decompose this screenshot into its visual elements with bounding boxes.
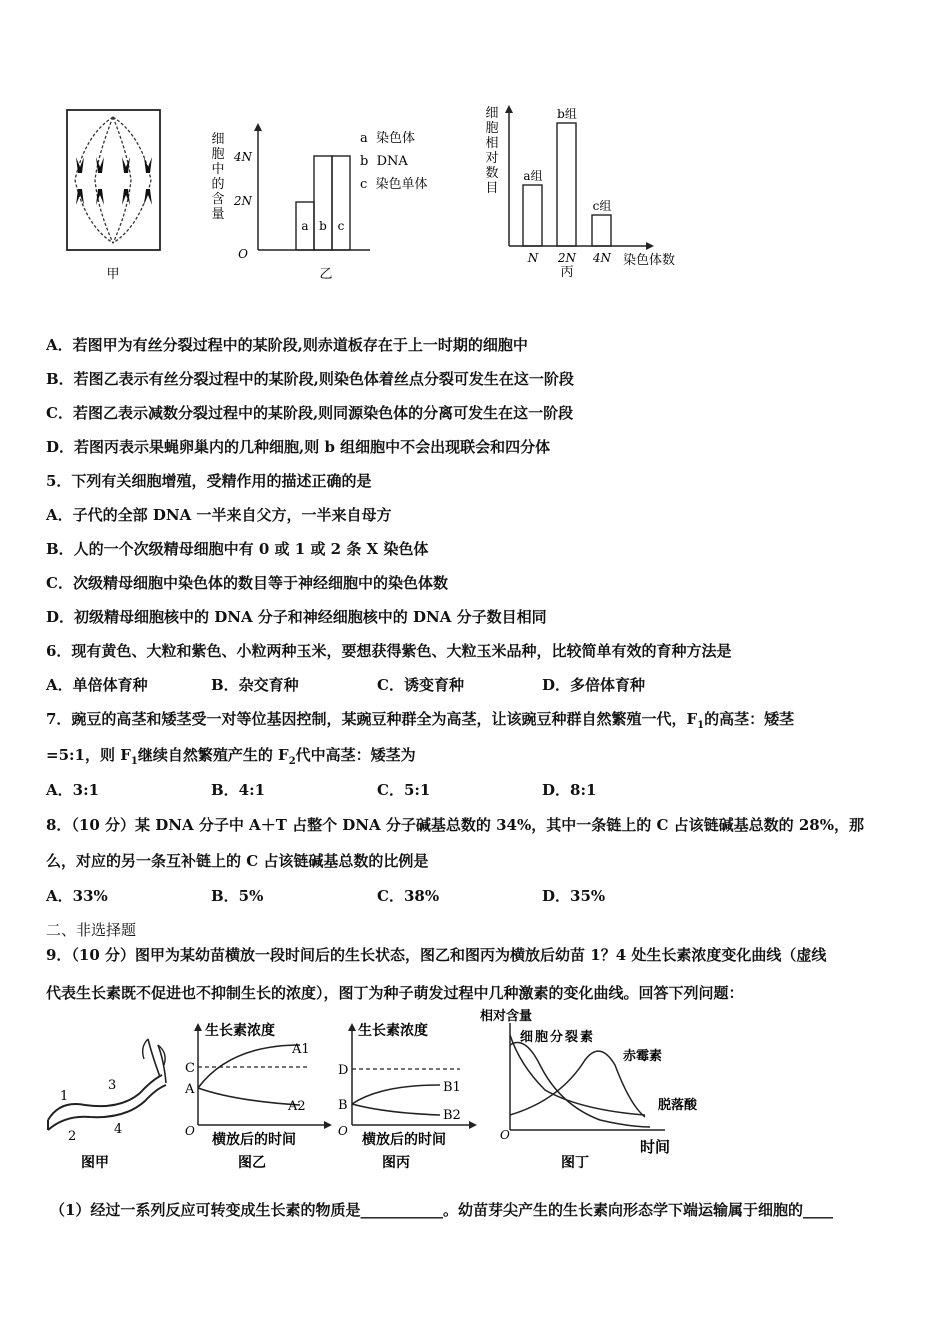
bing-xtick-N: N	[527, 251, 539, 265]
yi-bar-c	[332, 156, 350, 250]
q6-option-a: A．单倍体育种	[46, 676, 148, 694]
q5-stem: 5．下列有关细胞增殖，受精作用的描述正确的是	[46, 472, 372, 490]
figure-q9-ding-caption: 图丁	[561, 1155, 589, 1171]
bing-ylabel-5: 目	[485, 181, 499, 196]
curve-B1	[352, 1085, 440, 1104]
ding-curve-abscisic: 脱落酸	[658, 1098, 698, 1113]
bing-q9-xlabel: 横放后的时间	[362, 1132, 446, 1148]
q8-option-a: A．33%	[46, 887, 108, 905]
yi-ylabel-3: 的	[211, 177, 225, 192]
bing-q9-mark-B: B	[338, 1098, 348, 1113]
ding-origin: O	[500, 1128, 510, 1142]
yi-tick-4N: 4N	[233, 150, 252, 164]
q7-option-a: A．3:1	[46, 781, 100, 799]
yi-legend-2: c 染色单体	[360, 177, 428, 192]
yi-bar-label-c: c	[337, 219, 345, 233]
yi-ylabel-0: 细	[211, 132, 225, 147]
figure-q9-ding	[480, 1008, 698, 1171]
bing-q9-ylabel: 生长素浓度	[358, 1023, 428, 1039]
ding-curve-cytokinin: 细胞分裂素	[520, 1030, 596, 1045]
q7-option-b: B．4:1	[211, 781, 266, 799]
bing-ylabel-3: 对	[485, 151, 499, 166]
curve-abscisic	[510, 1035, 645, 1115]
yi-tick-2N: 2N	[233, 194, 252, 208]
yi-q9-curve-A1: A1	[292, 1042, 310, 1057]
q5-option-a: A．子代的全部 DNA 一半来自父方，一半来自母方	[46, 506, 392, 524]
bottom-figures	[40, 1005, 760, 1180]
q6-stem: 6．现有黄色、大粒和紫色、小粒两种玉米，要想获得紫色、大粒玉米品种，比较简单有效的育种方法是	[46, 642, 732, 660]
q7-option-c: C．5:1	[377, 781, 431, 799]
q7-line-1-tail: 的高茎：矮茎	[704, 710, 795, 728]
bing-ylabel-0: 细	[485, 106, 499, 121]
jia-label-2: 2	[68, 1129, 77, 1144]
bing-xtick-2N: 2N	[557, 251, 577, 265]
bing-xtick-4N: 4N	[592, 251, 612, 265]
figure-q9-yi-caption: 图乙	[238, 1155, 266, 1171]
yi-ylabel-4: 含	[211, 192, 225, 207]
yi-q9-origin: O	[185, 1124, 195, 1138]
yi-q9-curve-A2: A2	[288, 1099, 306, 1114]
bing-group-c: c组	[592, 199, 612, 213]
q8-line-1: 8．（10 分）某 DNA 分子中 A＋T 占整个 DNA 分子碱基总数的 34%，其中一条链上的 C 占该链碱基总数的 28%，那	[46, 816, 864, 834]
curve-A2	[198, 1088, 300, 1105]
q4-option-b: B．若图乙表示有丝分裂过程中的某阶段,则染色体着丝点分裂可发生在这一阶段	[46, 370, 574, 388]
q4-option-c: C．若图乙表示减数分裂过程中的某阶段,则同源染色体的分离可发生在这一阶段	[46, 404, 574, 422]
q6-option-b: B．杂交育种	[211, 676, 299, 694]
bing-group-b: b组	[557, 107, 577, 121]
figure-q9-yi	[184, 1022, 332, 1171]
yi-legend-0: a 染色体	[360, 131, 416, 146]
bing-q9-curve-B2: B2	[443, 1108, 461, 1123]
q7-line-2-text: =5:1，则 F	[46, 746, 131, 764]
yi-origin: O	[238, 247, 248, 261]
figure-bing-caption: 丙	[560, 265, 574, 280]
yi-q9-mark-C: C	[185, 1061, 195, 1076]
q8-option-d: D．35%	[542, 887, 606, 905]
yi-ylabel-2: 中	[211, 162, 225, 177]
figure-q9-jia	[48, 1039, 166, 1171]
q4-option-a: A．若图甲为有丝分裂过程中的某阶段,则赤道板存在于上一时期的细胞中	[46, 336, 528, 354]
bing-q9-curve-B1: B1	[443, 1080, 461, 1095]
q5-option-d: D．初级精母细胞核中的 DNA 分子和神经细胞核中的 DNA 分子数目相同	[46, 608, 547, 626]
figure-yi-caption: 乙	[319, 267, 333, 282]
q5-option-b: B．人的一个次级精母细胞中有 0 或 1 或 2 条 X 染色体	[46, 540, 429, 558]
curve-B2	[352, 1104, 440, 1115]
q8-option-b: B．5%	[211, 887, 264, 905]
q7-line-2-tail: 代中高茎：矮茎为	[295, 746, 416, 764]
figure-yi	[211, 123, 427, 282]
q9-line-2: 代表生长素既不促进也不抑制生长的浓度），图丁为种子萌发过程中几种激素的变化曲线。回答下列问题：	[46, 984, 744, 1002]
yi-q9-xlabel: 横放后的时间	[212, 1132, 296, 1148]
q7-line-2-mid: 继续自然繁殖产生的 F	[137, 746, 289, 764]
figure-bing	[485, 105, 675, 280]
yi-legend-1: b DNA	[360, 154, 408, 169]
q7-option-d: D．8:1	[542, 781, 597, 799]
yi-ylabel-1: 胞	[211, 147, 225, 162]
q8-line-2: 么，对应的另一条互补链上的 C 占该链碱基总数的比例是	[46, 852, 429, 870]
bing-group-a: a组	[523, 169, 543, 183]
q6-option-d: D．多倍体育种	[542, 676, 646, 694]
q7-sub-f1b: 1	[130, 756, 138, 767]
bing-ylabel-1: 胞	[485, 121, 499, 136]
yi-bar-label-a: a	[301, 219, 309, 233]
jia-label-4: 4	[114, 1122, 123, 1137]
q5-option-c: C．次级精母细胞中染色体的数目等于神经细胞中的染色体数	[46, 574, 448, 592]
q6-option-c: C．诱变育种	[377, 676, 464, 694]
top-figures	[40, 95, 740, 295]
figure-q9-bing-caption: 图丙	[382, 1155, 410, 1171]
q7-line-1-text: 7．豌豆的高茎和矮茎受一对等位基因控制，某豌豆种群全为高茎，让该豌豆种群自然繁殖一代，F	[46, 710, 698, 728]
bing-ylabel-2: 相	[485, 136, 499, 151]
ding-ylabel: 相对含量	[480, 1009, 533, 1024]
figure-q9-jia-caption: 图甲	[81, 1155, 109, 1171]
bing-q9-origin: O	[338, 1124, 348, 1138]
bing-ylabel-4: 数	[485, 166, 499, 181]
yi-ylabel-5: 量	[211, 207, 225, 222]
q7-line-1	[46, 709, 794, 736]
q7-line-2	[46, 745, 416, 772]
q4-option-d: D．若图丙表示果蝇卵巢内的几种细胞,则 b 组细胞中不会出现联会和四分体	[46, 438, 551, 456]
yi-q9-ylabel: 生长素浓度	[205, 1023, 275, 1039]
jia-label-3: 3	[108, 1078, 117, 1093]
figure-jia	[67, 110, 160, 282]
q7-sub-f1: 1	[697, 720, 705, 731]
yi-bar-b	[314, 156, 332, 250]
figure-q9-bing	[338, 1022, 477, 1171]
bing-xlabel: 染色体数	[623, 253, 676, 268]
q8-option-c: C．38%	[377, 887, 440, 905]
q7-sub-f2: 2	[288, 756, 296, 767]
bing-q9-mark-D: D	[338, 1063, 349, 1078]
bing-bar-a	[523, 185, 542, 246]
section-title: 二、非选择题	[46, 921, 137, 939]
yi-q9-mark-A: A	[185, 1082, 195, 1097]
ding-xlabel: 时间	[640, 1138, 671, 1156]
jia-label-1: 1	[60, 1089, 69, 1104]
ding-curve-gibberellin: 赤霉素	[623, 1049, 663, 1064]
q9-subquestion-1: （1）经过一系列反应可转变成生长素的物质是___________。幼苗芽尖产生的生长素向形态学下端运输属于细胞的____	[50, 1201, 833, 1219]
figure-jia-caption: 甲	[106, 267, 120, 282]
bing-bar-c	[592, 215, 611, 246]
bing-bar-b	[557, 123, 576, 246]
yi-bar-label-b: b	[319, 219, 327, 233]
q9-line-1: 9．（10 分）图甲为某幼苗横放一段时间后的生长状态，图乙和图丙为横放后幼苗 1？4 处生长素浓度变化曲线（虚线	[46, 946, 827, 964]
